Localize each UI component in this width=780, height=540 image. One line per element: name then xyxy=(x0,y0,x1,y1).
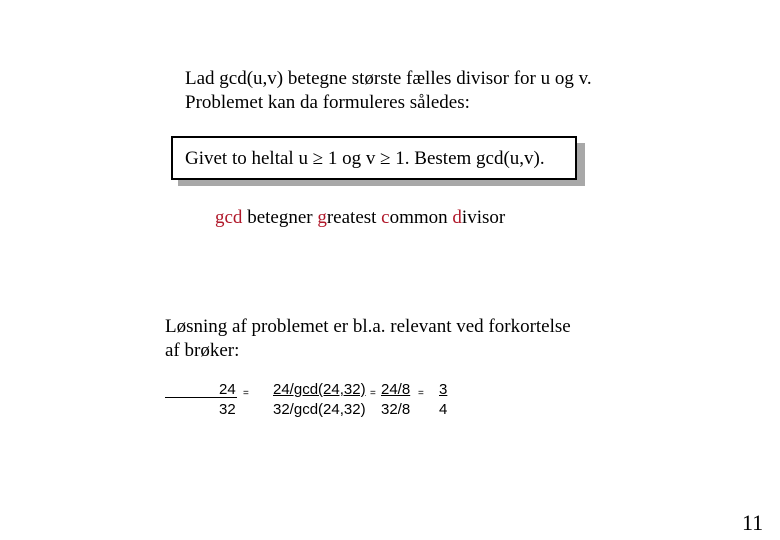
intro-line-1: Lad gcd(u,v) betegne største fælles divisor for u og v. xyxy=(185,68,592,89)
equals-sign-1: = xyxy=(243,388,249,399)
fraction-4-denominator: 4 xyxy=(439,401,448,418)
solution-line-1: Løsning af problemet er bl.a. relevant ved forkortelse xyxy=(165,316,571,337)
fraction-2-denominator: 32/gcd(24,32) xyxy=(273,401,366,418)
fraction-1-numerator: 24 xyxy=(219,381,236,398)
solution-line-2: af brøker: xyxy=(165,340,240,361)
equals-sign-3: = xyxy=(418,388,424,399)
acronym-ivisor: ivisor xyxy=(461,207,506,228)
acronym-ommon: ommon xyxy=(389,207,453,228)
acronym-explanation xyxy=(215,206,505,230)
acronym-letter-c: c xyxy=(381,207,390,228)
fraction-3-denominator: 32/8 xyxy=(381,401,411,418)
acronym-letter-g: g xyxy=(317,207,327,228)
page-number: 11 xyxy=(742,510,764,535)
fraction-2-numerator: 24/gcd(24,32) xyxy=(273,381,366,398)
acronym-betegner: betegner xyxy=(242,207,318,228)
acronym-gcd: gcd xyxy=(215,207,243,228)
problem-box xyxy=(171,136,577,180)
acronym-reatest: reatest xyxy=(326,207,382,228)
equals-sign-2: = xyxy=(370,388,376,399)
intro-line-2: Problemet kan da formuleres således: xyxy=(185,92,470,113)
fraction-4-numerator: 3 xyxy=(439,381,448,398)
problem-statement: Givet to heltal u ≥ 1 og v ≥ 1. Bestem gcd(u,v). xyxy=(185,148,545,169)
fraction-3-numerator: 24/8 xyxy=(381,381,411,398)
fraction-1-denominator: 32 xyxy=(219,401,236,418)
acronym-letter-d: d xyxy=(452,207,462,228)
